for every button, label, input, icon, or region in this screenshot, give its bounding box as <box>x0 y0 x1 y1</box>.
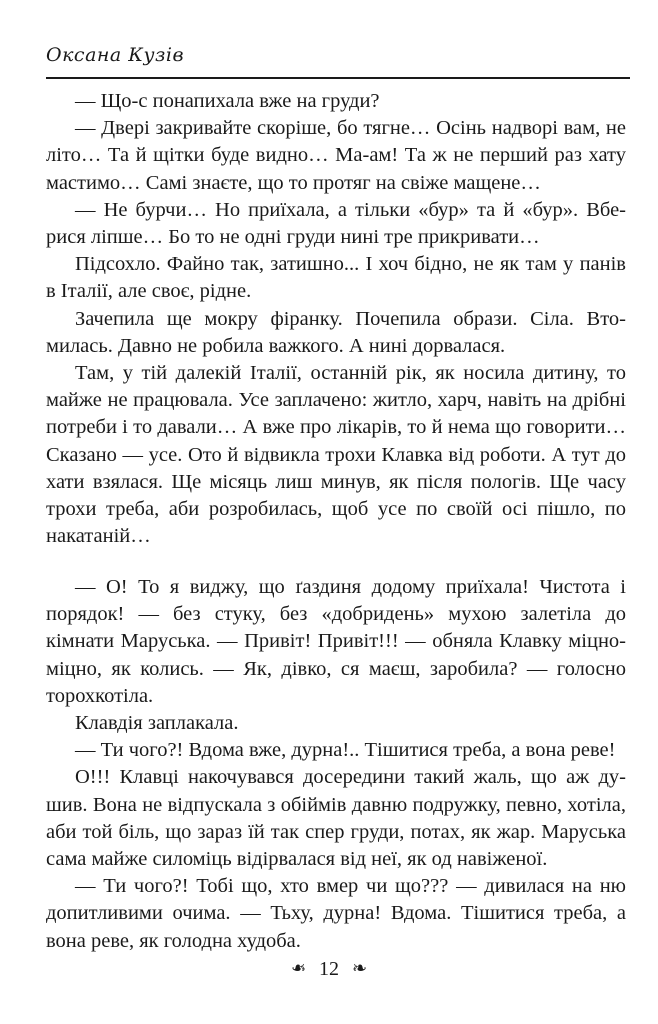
paragraph: Клавдія заплакала. <box>75 712 239 735</box>
header-rule <box>46 77 630 79</box>
fleuron-icon: ❧ <box>352 958 368 978</box>
running-head-author: Оксана Кузів <box>46 44 184 66</box>
paragraph: Зачепила ще мокру фіранку. Почепила образи. Сіла. Втомилась. Давно не робила важкого. А нині дорвалася. <box>46 307 626 357</box>
paragraph: — Що-с понапихала вже на груди? <box>75 90 380 112</box>
paragraph: — Ти чого?! Тобі що, хто вмер чи що??? — дивилася на ню допитливими очима. — Тьху, дурна! Вдома. Тішитися треба, а вона реве, як голодна худоба. <box>46 875 626 952</box>
paragraph: — Ти чого?! Вдома вже, дурна!.. Тішитися треба, а вона реве! <box>75 739 616 762</box>
page-number: 12 <box>319 958 339 980</box>
fleuron-icon: ❧ <box>290 958 306 978</box>
page-footer <box>0 958 658 981</box>
paragraph: Підсохло. Файно так, затишно... І хоч бідно, не як там у панів в Італії, але своє, рідне. <box>46 253 626 303</box>
paragraph: — Двері закривайте скоріше, бо тягне… Осінь надворі вам, не літо… Та й щітки буде видно… Ма-ам! Та ж не перший раз хату мастимо… Самі знаєте, що то протяг на свіже мащене… <box>46 117 626 194</box>
paragraph: Там, у тій далекій Італії, останній рік, як носила дитину, то майже не працювала. Усе заплачено: житло, харч, навіть на дрібні потреби і то давали… А вже про лікарів, то й нема що говорити… Сказано — усе. Ото й відвикла трохи Клавка від роботи. А тут до хати взялася. Ще місяць лиш минув, як після пологів. Ще часу трохи треба, аби розробилась, щоб усе по своїй осі пішло, по накатаній… <box>46 362 626 548</box>
paragraph: О!!! Клавці накочувався досередини такий жаль, що аж душив. Вона не відпускала з обіймів давню подружку, певно, хотіла, аби той біль, що зараз їй так спер груди, потах, як жар. Маруська сама майже силоміць відірвалася від неї, як од навіженої. <box>46 766 626 871</box>
text-section-1 <box>46 88 626 550</box>
paragraph: — Не бурчи… Но приїхала, а тільки «бур» та й «бур». Вберися ліпше… Бо то не одні груди нині тре прикривати… <box>46 198 626 249</box>
paragraph: — О! То я виджу, що ґаздиня додому приїхала! Чистота і порядок! — без стуку, без «добридень» мухою залетіла до кімнати Маруська. — Привіт! Привіт!!! — обняла Клавку міцно-міцно, як колись. — Як, дівко, ся маєш, заробила? — голосно торохкотіла. <box>46 576 626 707</box>
text-section-2 <box>46 574 626 955</box>
